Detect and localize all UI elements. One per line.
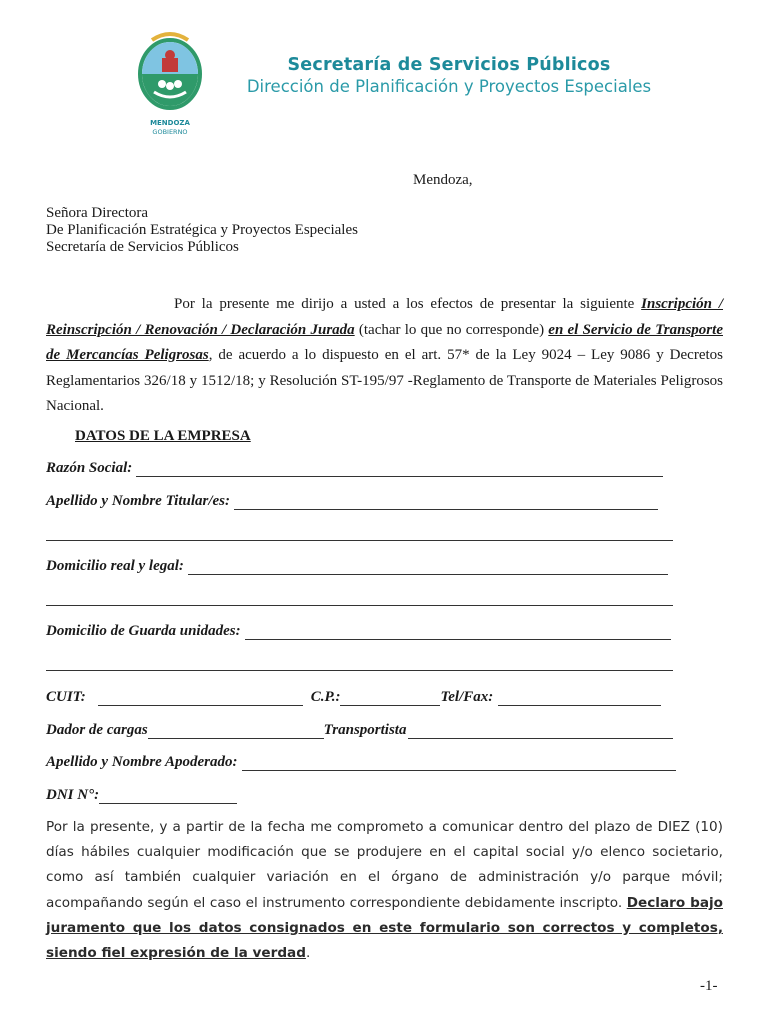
apoderado-label: Apellido y Nombre Apoderado: <box>46 754 238 770</box>
guarda-continuation-line[interactable] <box>46 670 673 671</box>
dni-label: DNI N°: <box>46 787 100 803</box>
addressee-line-3: Secretaría de Servicios Públicos <box>46 239 239 255</box>
coat-of-arms-icon <box>132 30 208 112</box>
field-row-dador <box>46 719 673 739</box>
intro-paragraph <box>46 292 723 420</box>
intro-service-name: en el Servicio de Transporte de Mercancías Peligrosas <box>46 321 723 363</box>
cp-label: C.P.: <box>310 689 341 705</box>
dador-label: Dador de cargas <box>46 722 148 738</box>
page-number: -1- <box>700 978 718 994</box>
guarda-input[interactable] <box>245 625 671 640</box>
dni-input[interactable] <box>99 789 237 804</box>
telfax-label: Tel/Fax: <box>440 689 494 705</box>
razon-social-input[interactable] <box>136 462 663 477</box>
apoderado-input[interactable] <box>242 756 676 771</box>
titular-input[interactable] <box>234 495 658 510</box>
intro-text-3: , de acuerdo a lo dispuesto en el art. 57* de la Ley 9024 – Ley 9086 y Decretos Reglamentarios 326/18 y 1512/18; y Resolución ST-195/97 -Reglamento de Transporte de Materiales Peligrosos Nacional. <box>46 347 723 414</box>
addressee-block <box>46 205 358 256</box>
date-line: Mendoza, <box>413 172 473 188</box>
transportista-label: Transportista <box>323 722 407 738</box>
field-row-apoderado <box>46 751 676 771</box>
addressee-line-1: Señora Directora <box>46 205 149 221</box>
domicilio-continuation-line[interactable] <box>46 605 673 606</box>
closing-end: . <box>305 945 311 962</box>
logo-line-1: MENDOZA <box>150 119 190 127</box>
closing-paragraph <box>46 815 723 966</box>
titular-label: Apellido y Nombre Titular/es: <box>46 493 231 509</box>
mendoza-government-logo <box>132 30 208 136</box>
cp-input[interactable] <box>340 691 440 706</box>
intro-text-2: (tachar lo que no corresponde) <box>354 321 549 338</box>
dador-input[interactable] <box>148 724 324 739</box>
field-row-guarda <box>46 620 671 640</box>
header-subtitle: Dirección de Planificación y Proyectos Especiales <box>246 77 652 96</box>
closing-declaration: Declaro bajo juramento que los datos consignados en este formulario son correctos y completos, siendo fiel expresión de la verdad <box>46 894 723 962</box>
field-row-dni <box>46 784 237 804</box>
field-row-cuit <box>46 686 661 706</box>
transportista-input[interactable] <box>408 724 673 739</box>
field-row-domicilio <box>46 555 668 575</box>
header-title: Secretaría de Servicios Públicos <box>287 55 611 75</box>
field-row-titular <box>46 490 658 510</box>
intro-request-types: Inscripción / Reinscripción / Renovación / Declaración Jurada <box>46 296 724 338</box>
domicilio-label: Domicilio real y legal: <box>46 558 184 574</box>
field-row-razon-social <box>46 457 663 477</box>
cuit-label: CUIT: <box>46 689 86 705</box>
cuit-input[interactable] <box>98 691 303 706</box>
section-title: DATOS DE LA EMPRESA <box>75 428 251 444</box>
addressee-line-2: De Planificación Estratégica y Proyectos Especiales <box>46 222 358 238</box>
logo-line-2: GOBIERNO <box>152 128 188 136</box>
closing-text: Por la presente, y a partir de la fecha me comprometo a comunicar dentro del plazo de DIEZ (10) días hábiles cualquier modificación que se produjere en el capital social y/o elenco societario, como así también cualquier variación en el órgano de administración y/o parque móvil; acompañando según el caso el instrumento correspondiente debidamente inscripto. <box>46 819 723 911</box>
domicilio-input[interactable] <box>188 560 668 575</box>
guarda-label: Domicilio de Guarda unidades: <box>46 623 241 639</box>
intro-text-1: Por la presente me dirijo a usted a los efectos de presentar la siguiente <box>174 296 642 312</box>
telfax-input[interactable] <box>498 691 661 706</box>
razon-social-label: Razón Social: <box>46 460 133 476</box>
titular-continuation-line[interactable] <box>46 540 673 541</box>
